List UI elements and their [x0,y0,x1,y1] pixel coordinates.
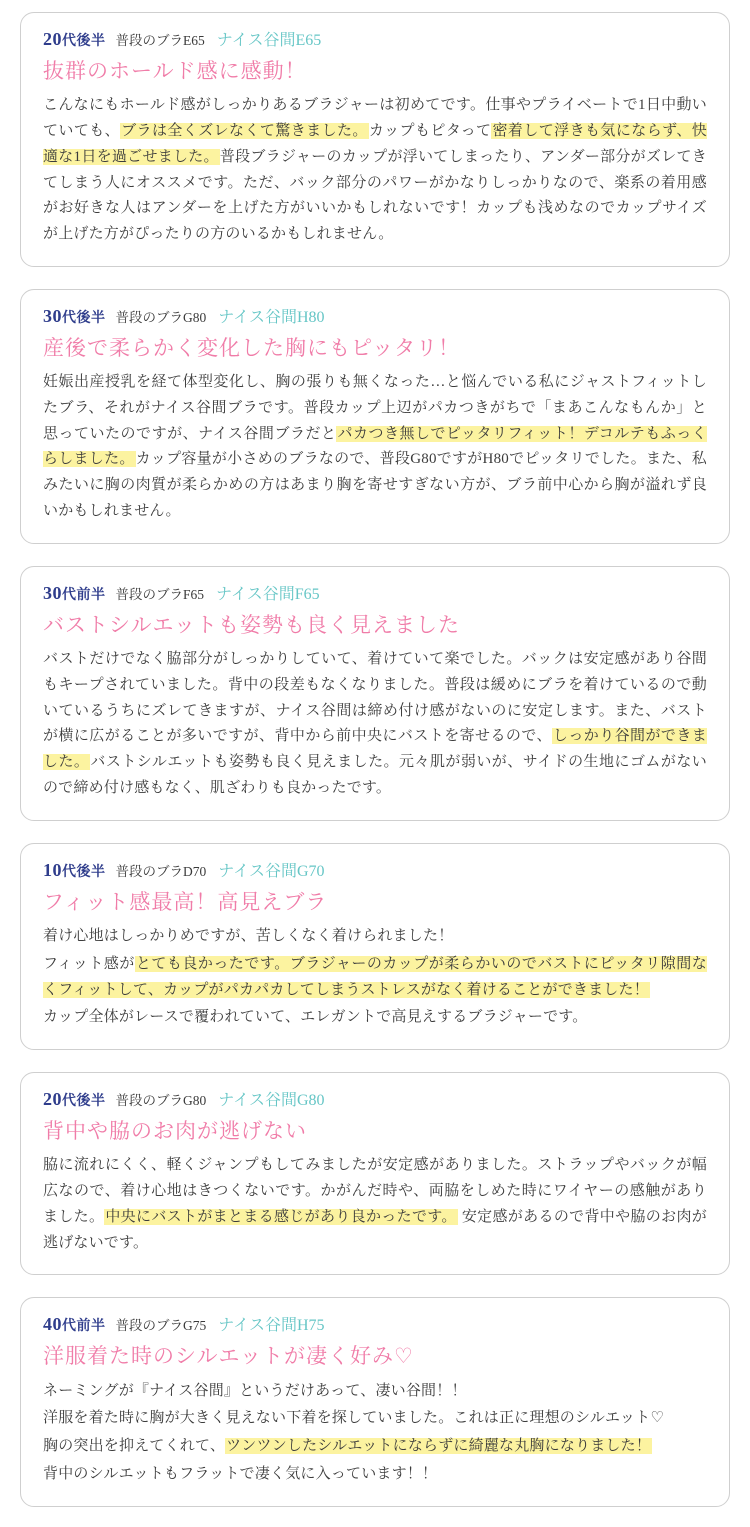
review-paragraph [43,370,707,525]
body-text: 着け心地はしっかりめですが、苦しくなく着けられました！ [43,927,454,944]
body-text: 洋服を着た時に胸が大きく見えない下着を探していました。これは正に理想のシルエット♡ [43,1410,664,1427]
reviewer-age-suffix: 代前半 [62,587,106,603]
review-paragraph [43,1434,707,1460]
usual-bra-size: 普段のブラG75 [115,1318,207,1334]
reviewer-age [43,306,106,328]
review-body [43,1379,707,1488]
usual-bra-size: 普段のブラE65 [115,33,205,48]
review-headline: 産後で柔らかく変化した胸にもピッタリ！ [43,335,461,360]
highlighted-text: 密着して浮きも気にならず、快適な1日を過ごせました。 [43,122,707,165]
review-headline: バストシルエットも姿勢も良く見えました [43,612,461,637]
body-text: カップもピタって [368,122,492,139]
body-text: フィット感が [43,955,135,972]
body-text: ネーミングが『ナイス谷間』というだけあって、凄い谷間！！ [43,1382,467,1399]
review-meta [43,1314,707,1336]
reviewer-age [43,860,106,882]
review-body [43,370,707,525]
body-text: こんなにもホールド感がしっかりあるブラジャーは初めてです。仕事やプライベートで1日中動いていても、 [43,97,707,139]
body-text: 脇に流れにくく、軽くジャンプもしてみましたが安定感がありました。ストラップやバックが幅広なので、着け心地はきつくないです。かがんだ時や、両脇をしめた時にワイヤーの感触がありました。 [43,1157,707,1225]
nice-tanima-size: ナイス谷間F65 [216,585,320,603]
reviewer-age-number: 20 [43,1089,62,1110]
review-meta [43,860,707,882]
nice-tanima-size: ナイス谷間G70 [218,862,325,880]
review-card [20,1072,730,1275]
review-paragraph [43,924,707,950]
nice-tanima-size: ナイス谷間H80 [218,308,325,326]
review-paragraph [43,1406,707,1432]
usual-bra-size: 普段のブラD70 [115,863,207,879]
review-paragraph [43,1462,707,1488]
review-body [43,647,707,802]
review-headline: 抜群のホールド感に感動！ [43,58,307,83]
reviewer-age-number: 40 [43,1314,62,1335]
review-paragraph [43,93,707,248]
reviewer-age-number: 10 [43,859,62,880]
body-text: カップ全体がレースで覆われていて、エレガントで高見えするブラジャーです。 [43,1009,588,1026]
reviewer-age-suffix: 代後半 [62,310,106,326]
review-card [20,289,730,544]
reviewer-age-suffix: 代後半 [62,864,106,880]
highlighted-text: ツンツンしたシルエットにならずに綺麗な丸胸になりました！ [226,1438,652,1455]
body-text: バストだけでなく脇部分がしっかりしていて、着けていて楽でした。バックは安定感があり谷間もキープされていました。背中の段差もなくなりました。普段は緩めにブラを着けているので動いているうちにズレてきますが、ナイス谷間は締め付け感がないのに安定します。また、バストが横に広がることが多いですが、背中から前中央にバストを寄せるので、 [43,650,707,745]
body-text: バストシルエットも姿勢も良く見えました。元々肌が弱いが、サイドの生地にゴムがないので締め付け感もなく、肌ざわりも良かったです。 [43,754,708,796]
review-body [43,924,707,1031]
review-meta [43,29,707,51]
reviewer-age [43,1089,106,1111]
highlighted-text: ブラは全くズレなくて驚きました。 [121,122,368,139]
review-paragraph [43,1153,707,1256]
review-card [20,843,730,1050]
review-card [20,12,730,267]
reviewer-age [43,1314,106,1336]
review-meta [43,1089,707,1111]
usual-bra-size: 普段のブラG80 [115,309,207,325]
highlighted-text: 中央にバストがまとまる感じがあり良かったです。 [105,1208,457,1225]
nice-tanima-size: ナイス谷間E65 [216,32,322,49]
review-body [43,93,707,248]
highlighted-text: とても良かったです。ブラジャーのカップが柔らかいのでバストにピッタリ隙間なくフィットして、カップがパカパカしてしまうストレスがなく着けることができました！ [43,955,707,998]
review-meta [43,583,707,605]
reviewer-age-suffix: 代前半 [62,1319,106,1335]
reviewer-age [43,583,106,605]
reviewer-age-number: 20 [43,29,62,49]
reviewer-age-number: 30 [43,582,62,603]
review-card [20,566,730,821]
review-paragraph [43,1005,707,1031]
body-text: 安定感があるので背中や脇のお肉が逃げないです。 [43,1208,707,1251]
body-text: カップ容量が小さめのブラなので、普段G80ですがH80でピッタリでした。また、私みたいに胸の肉質が柔らかめの方はあまり胸を寄せすぎない方が、ブラ前中心から胸が溢れず良いかもしれません。 [43,451,707,520]
body-text: 妊娠出産授乳を経て体型変化し、胸の張りも無くなった…と悩んでいる私にジャストフィットしたブラ、それがナイス谷間ブラです。普段カップ上辺がパカつきがちで「まあこんなもんか」と思っていたのですが、ナイス谷間ブラだと [43,374,707,442]
reviewer-age-suffix: 代後半 [62,34,106,49]
body-text: 普段ブラジャーのカップが浮いてしまったり、アンダー部分がズレてきてしまう人にオススメです。ただ、バック部分のパワーがかなりしっかりなので、楽系の着用感がお好きな人はアンダーを上げた方がいいかもしれないです！カップも浅めなのでカップサイズが上げた方がぴったりの方のいるかもしれません。 [43,148,707,243]
review-headline: フィット感最高！高見えブラ [43,889,328,914]
review-paragraph [43,1379,707,1405]
reviewer-age-suffix: 代後半 [62,1094,106,1110]
review-headline: 洋服着た時のシルエットが凄く好み♡ [43,1344,414,1369]
review-card [20,1297,730,1506]
nice-tanima-size: ナイス谷間G80 [218,1092,325,1110]
usual-bra-size: 普段のブラF65 [115,586,205,602]
reviewer-age [43,29,106,51]
highlighted-text: パカつき無しでピッタリフィット！デコルテもふっくらしました。 [43,425,707,468]
reviewer-age-number: 30 [43,305,62,326]
review-paragraph [43,952,707,1004]
review-paragraph [43,647,707,802]
usual-bra-size: 普段のブラG80 [115,1093,207,1109]
review-meta [43,306,707,328]
body-text: 胸の突出を抑えてくれて、 [43,1438,226,1455]
review-body [43,1153,707,1256]
body-text: 背中のシルエットもフラットで凄く気に入っています！！ [43,1465,438,1482]
review-headline: 背中や脇のお肉が逃げない [43,1118,307,1143]
nice-tanima-size: ナイス谷間H75 [218,1317,325,1335]
highlighted-text: しっかり谷間ができました。 [43,728,707,771]
